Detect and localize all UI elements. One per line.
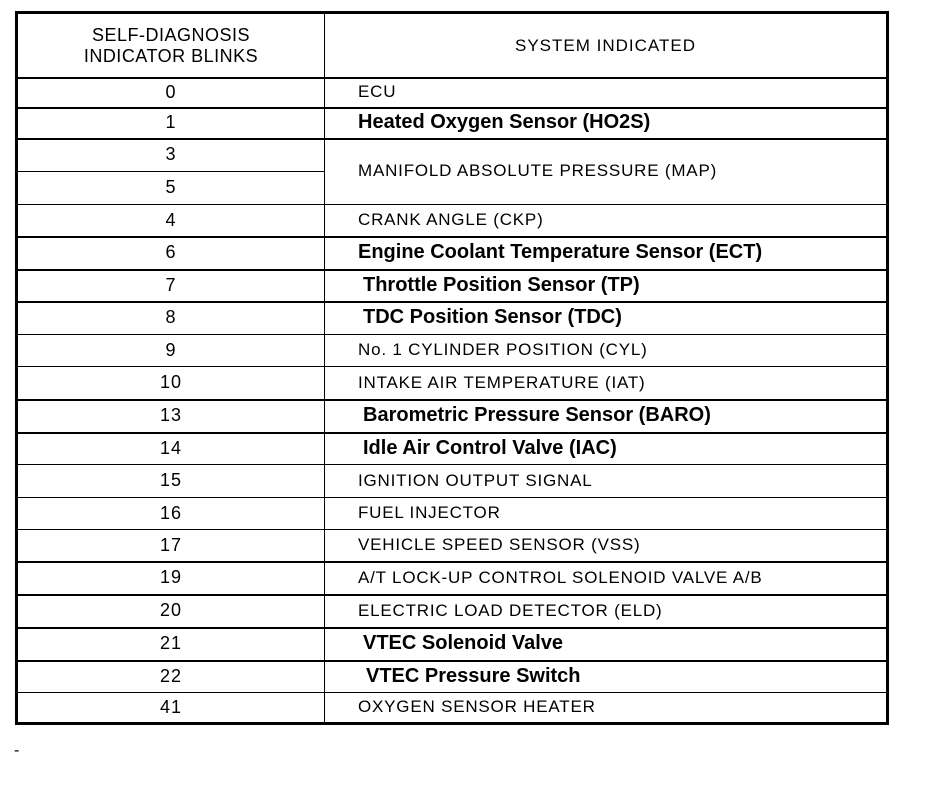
system-name: VTEC Pressure Switch: [366, 664, 581, 687]
blink-code: 41: [159, 696, 183, 717]
system-name: MANIFOLD ABSOLUTE PRESSURE (MAP): [358, 161, 718, 180]
blink-code: 21: [159, 633, 183, 653]
blink-code: 17: [159, 534, 183, 555]
blink-code: 19: [159, 567, 183, 587]
blink-code: 14: [159, 437, 183, 458]
system-name: Throttle Position Sensor (TP): [363, 273, 640, 296]
blink-code: 0: [165, 81, 177, 102]
footer-mark: -: [14, 742, 20, 759]
system-name: ECU: [358, 82, 397, 101]
system-name: Barometric Pressure Sensor (BARO): [363, 404, 711, 426]
column-divider: [324, 14, 325, 722]
blink-code: 6: [165, 242, 177, 262]
diagnosis-code-table: [15, 11, 889, 725]
system-name: OXYGEN SENSOR HEATER: [358, 697, 596, 716]
blink-code: 22: [159, 665, 183, 686]
header-blinks-line1: SELF-DIAGNOSIS: [91, 24, 251, 45]
system-name: VEHICLE SPEED SENSOR (VSS): [358, 535, 641, 554]
system-name: CRANK ANGLE (CKP): [358, 210, 544, 229]
blink-code: 20: [159, 600, 183, 620]
system-name: FUEL INJECTOR: [358, 503, 501, 522]
blink-code: 10: [159, 372, 183, 392]
blink-code: 9: [165, 339, 177, 360]
header-system: SYSTEM INDICATED: [515, 35, 696, 55]
system-name: ELECTRIC LOAD DETECTOR (ELD): [358, 600, 663, 620]
system-name: Engine Coolant Temperature Sensor (ECT): [358, 241, 763, 263]
blink-code: 4: [165, 209, 177, 230]
system-name: IGNITION OUTPUT SIGNAL: [358, 470, 593, 490]
system-name: TDC Position Sensor (TDC): [363, 306, 622, 328]
blink-code: 13: [159, 405, 183, 425]
system-name: Heated Oxygen Sensor (HO2S): [358, 111, 651, 133]
blink-code: 15: [159, 470, 183, 490]
blink-code: 3: [165, 144, 177, 164]
blink-code: 1: [165, 112, 177, 132]
system-name: Idle Air Control Valve (IAC): [363, 436, 617, 459]
header-blinks: [18, 14, 324, 77]
system-name: VTEC Solenoid Valve: [363, 632, 564, 654]
blink-code: 8: [165, 307, 177, 327]
blink-code: 5: [165, 177, 177, 197]
blink-code: 7: [165, 274, 177, 295]
system-name: INTAKE AIR TEMPERATURE (IAT): [358, 372, 646, 392]
system-name: A/T LOCK-UP CONTROL SOLENOID VALVE A/B: [358, 567, 763, 587]
blink-code: 16: [159, 502, 183, 523]
header-blinks-line2: INDICATOR BLINKS: [83, 45, 259, 66]
system-name: No. 1 CYLINDER POSITION (CYL): [358, 340, 648, 359]
